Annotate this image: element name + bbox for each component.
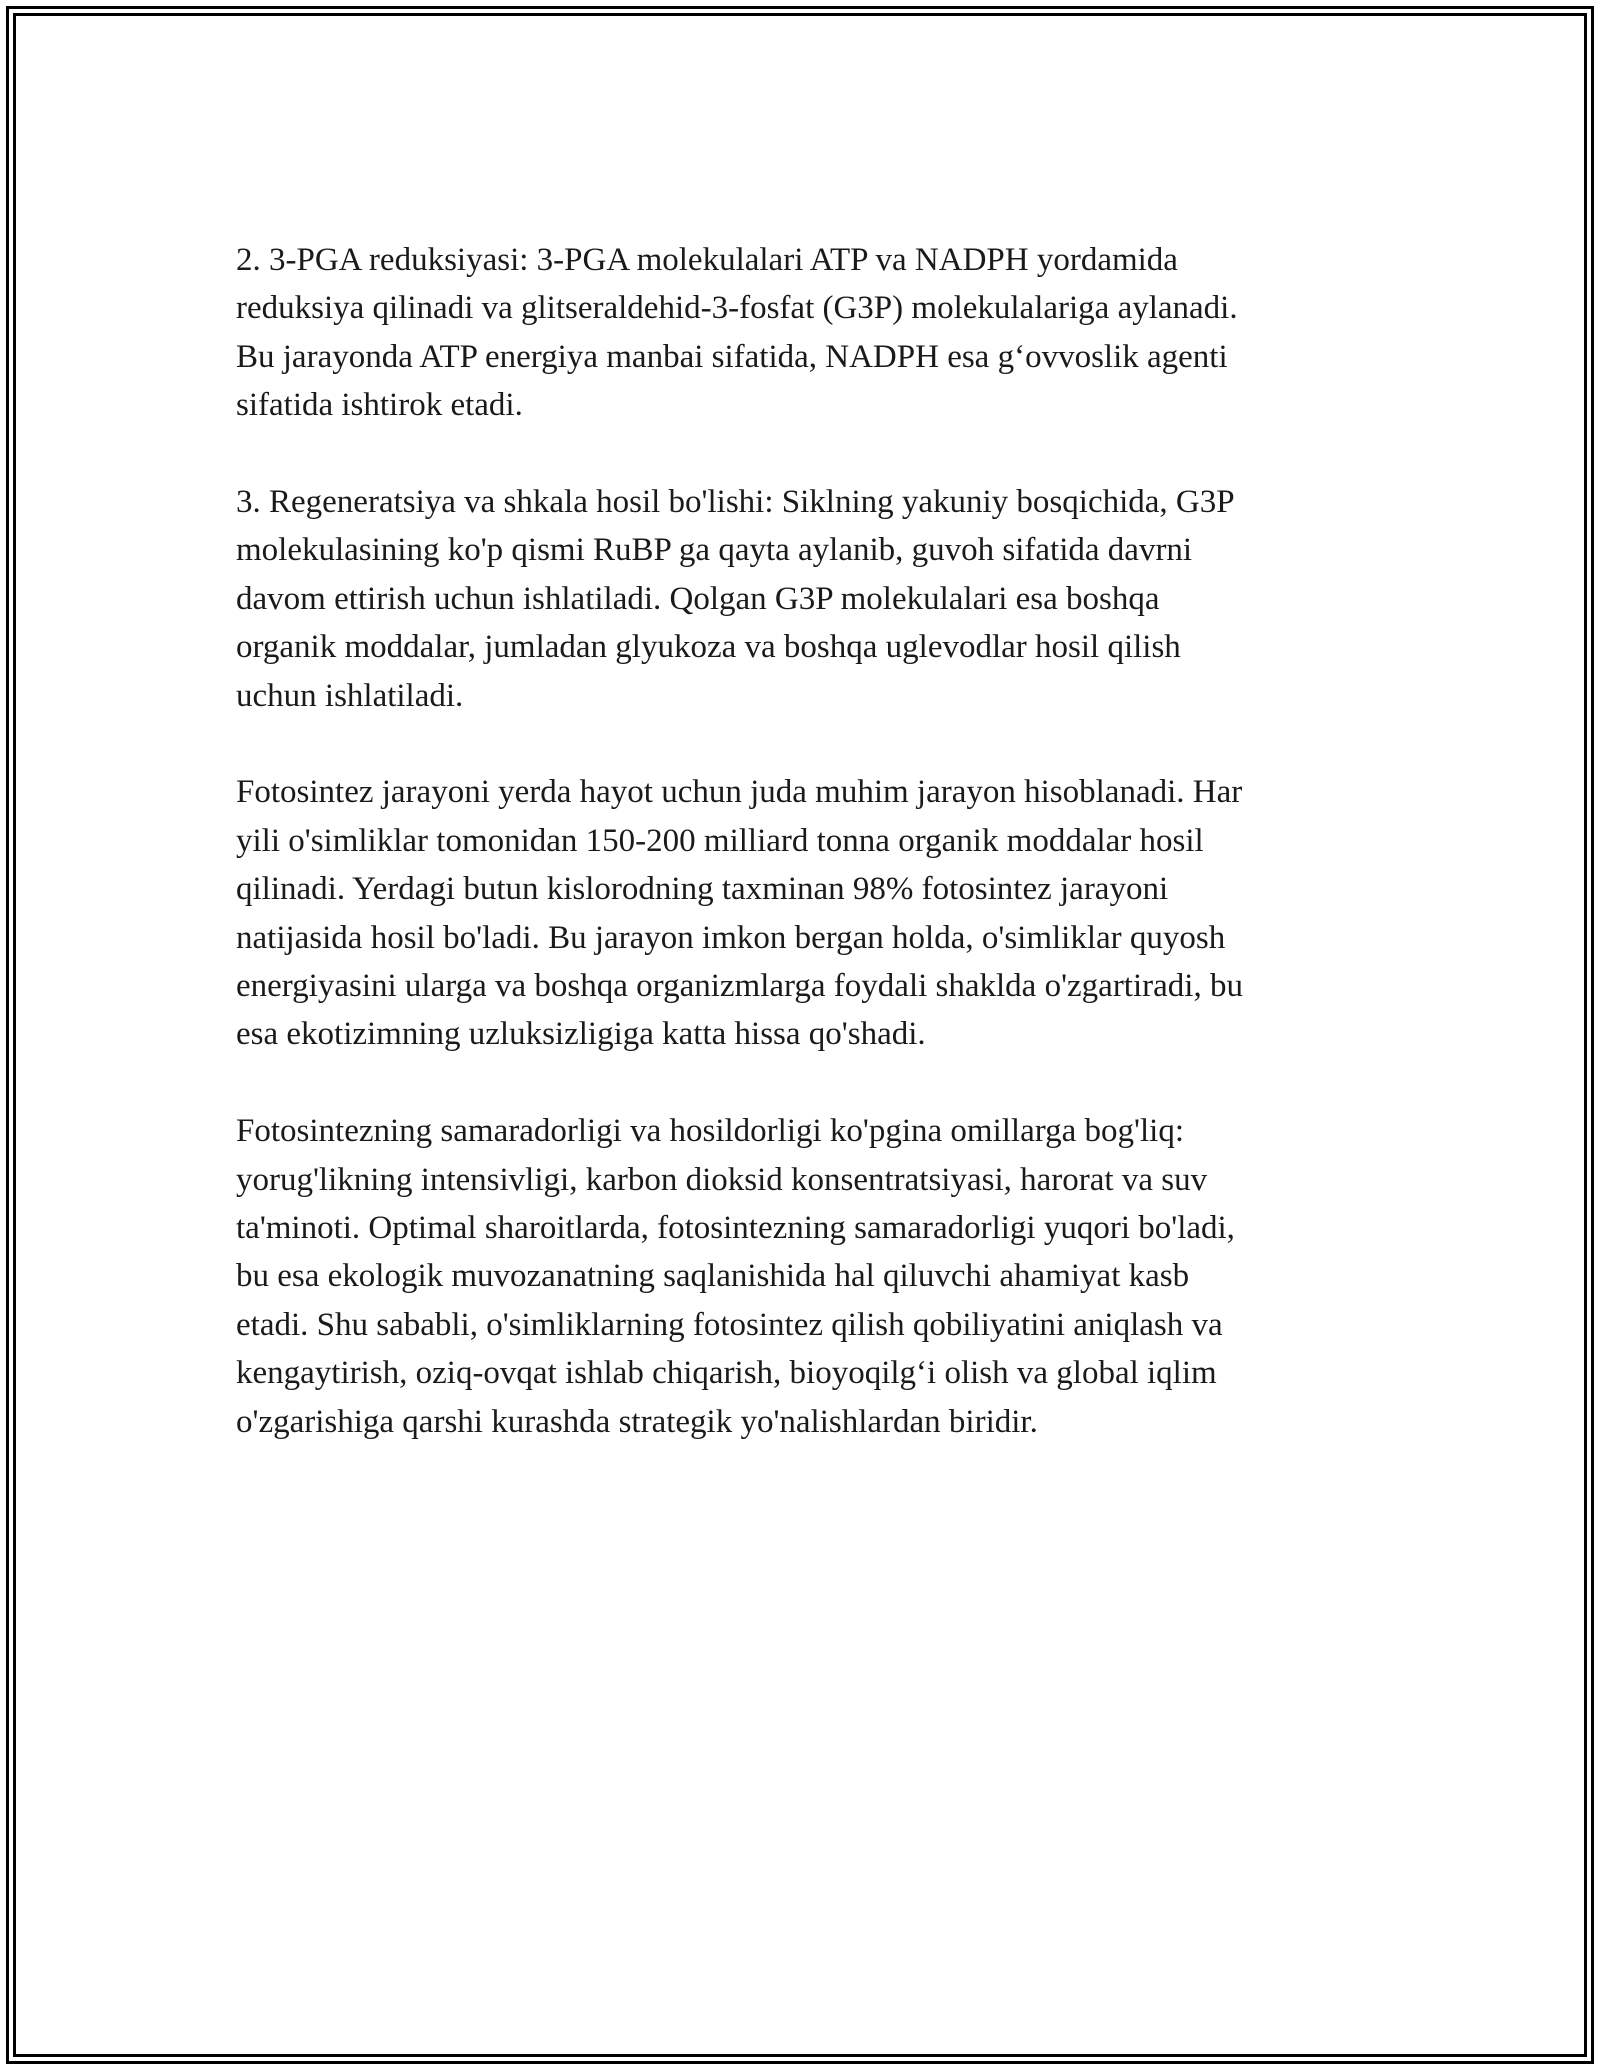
text-line: qilinadi. Yerdagi butun kislorodning taxminan 98% fotosintez jarayoni (236, 871, 1169, 908)
text-line: natijasida hosil bo'ladi. Bu jarayon imkon bergan holda, o'simliklar quyosh (236, 919, 1226, 956)
paragraph-photosynthesis-efficiency (236, 1107, 1366, 1446)
text-line: etadi. Shu sababli, o'simliklarning fotosintez qilish qobiliyatini aniqlash va (236, 1306, 1223, 1343)
text-line: Bu jarayonda ATP energiya manbai sifatida, NADPH esa g‘ovvoslik agenti (236, 338, 1228, 375)
text-line: esa ekotizimning uzluksizligiga katta hissa qo'shadi. (236, 1016, 926, 1053)
text-line: yorug'likning intensivligi, karbon dioksid konsentratsiyasi, harorat va suv (236, 1161, 1208, 1198)
text-line: Fotosintez jarayoni yerda hayot uchun juda muhim jarayon hisoblanadi. Har (236, 774, 1243, 811)
text-line: o'zgarishiga qarshi kurashda strategik yo'nalishlardan biridir. (236, 1403, 1038, 1440)
text-line: molekulasining ko'p qismi RuBP ga qayta aylanib, guvoh sifatida davrni (236, 532, 1193, 569)
text-line: organik moddalar, jumladan glyukoza va boshqa uglevodlar hosil qilish (236, 629, 1181, 666)
text-line: 3. Regeneratsiya va shkala hosil bo'lishi: Siklning yakuniy bosqichida, G3P (236, 484, 1235, 521)
text-line: yili o'simliklar tomonidan 150-200 milliard tonna organik moddalar hosil (236, 822, 1204, 859)
text-line: reduksiya qilinadi va glitseraldehid-3-fosfat (G3P) molekulalariga aylanadi. (236, 290, 1238, 327)
paragraph-3pga-reduction (236, 236, 1366, 430)
text-line: bu esa ekologik muvozanatning saqlanishida hal qiluvchi ahamiyat kasb (236, 1258, 1190, 1295)
text-line: 2. 3-PGA reduksiyasi: 3-PGA molekulalari ATP va NADPH yordamida (236, 242, 1178, 278)
document-body (236, 236, 1366, 1495)
text-line: davom ettirish uchun ishlatiladi. Qolgan G3P molekulalari esa boshqa (236, 580, 1160, 617)
text-line: energiyasini ularga va boshqa organizmlarga foydali shaklda o'zgartiradi, bu (236, 968, 1243, 1005)
paragraph-regeneration (236, 478, 1366, 720)
text-line: sifatida ishtirok etadi. (236, 387, 523, 424)
text-line: ta'minoti. Optimal sharoitlarda, fotosintezning samaradorligi yuqori bo'ladi, (236, 1210, 1235, 1247)
text-line: kengaytirish, oziq-ovqat ishlab chiqarish, bioyoqilg‘i olish va global iqlim (236, 1355, 1217, 1392)
text-line: Fotosintezning samaradorligi va hosildorligi ko'pgina omillarga bog'liq: (236, 1113, 1184, 1150)
paragraph-photosynthesis-importance (236, 768, 1366, 1058)
text-line: uchun ishlatiladi. (236, 677, 464, 714)
